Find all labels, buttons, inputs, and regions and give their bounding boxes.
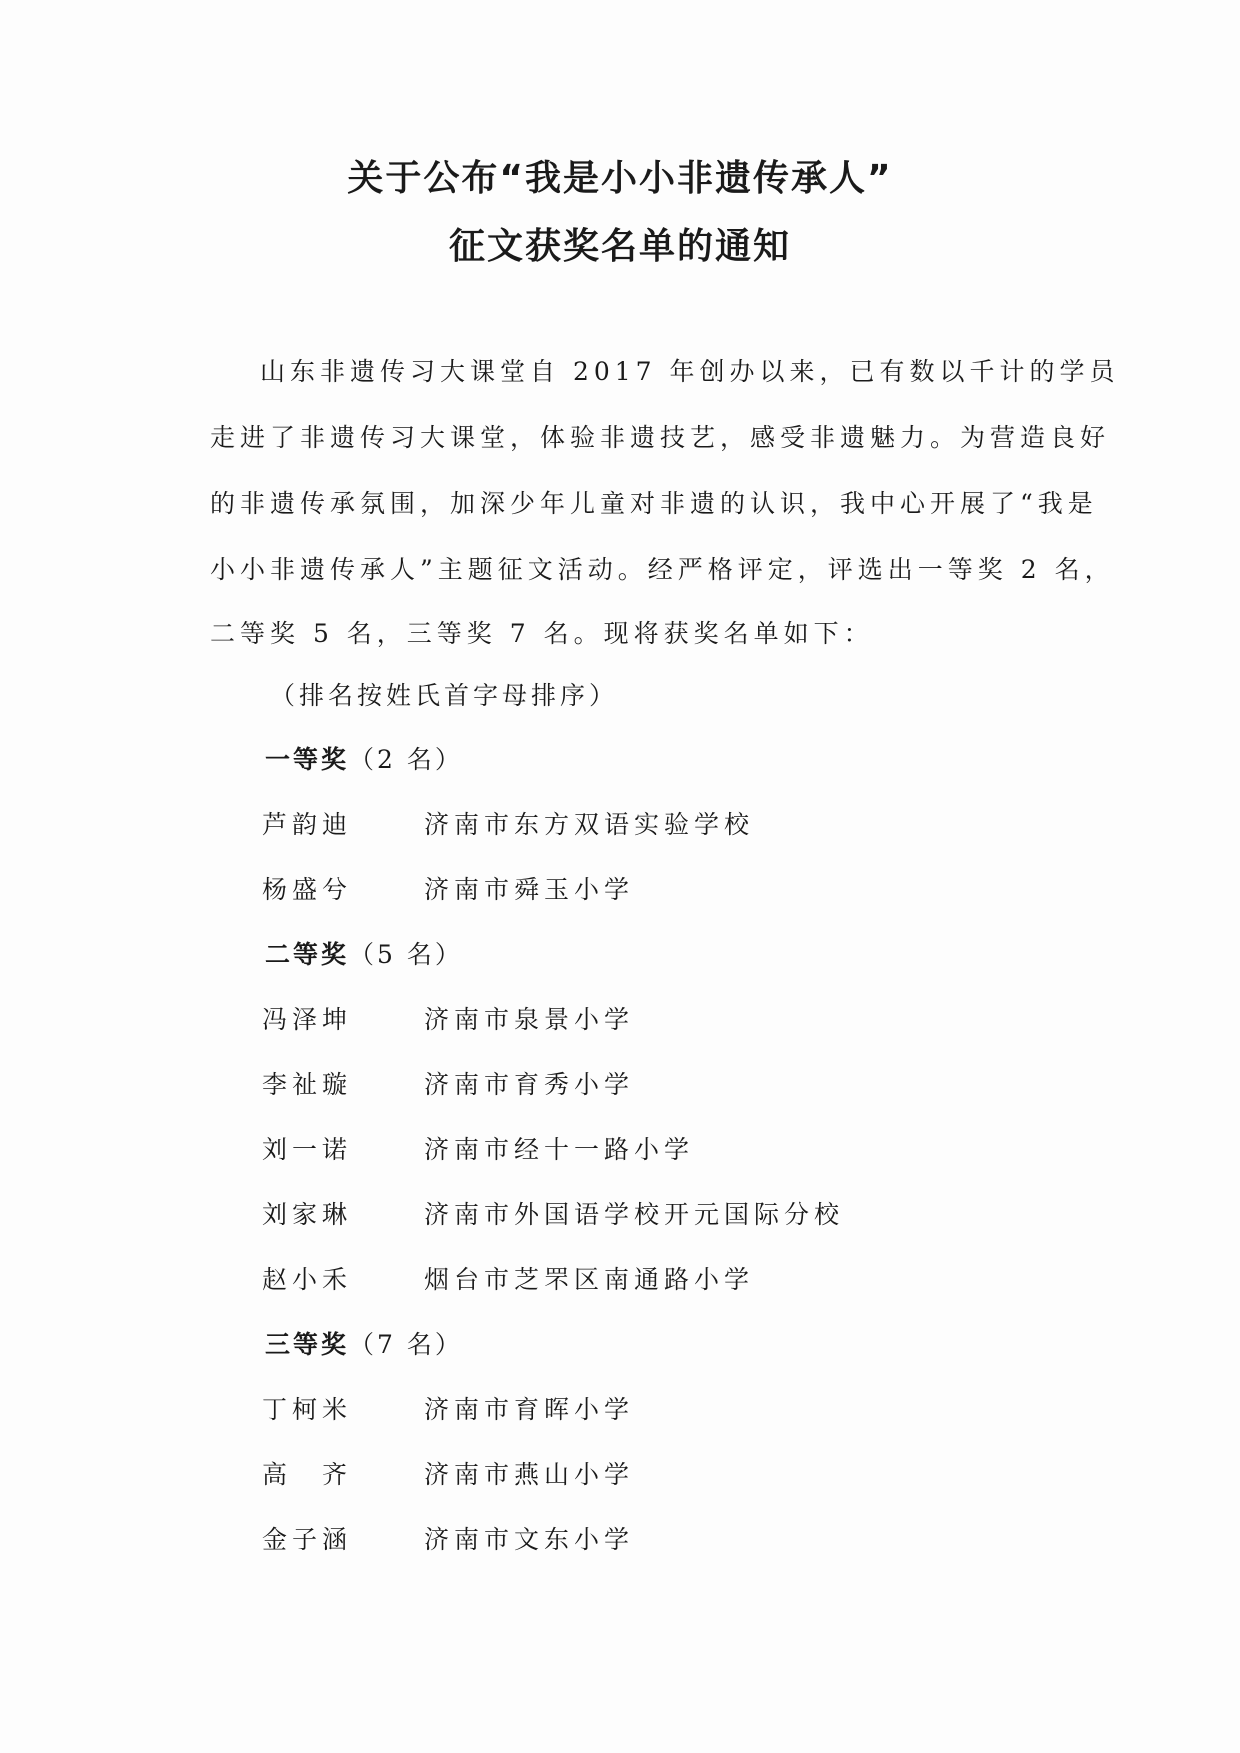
winner-row: [262, 805, 962, 841]
winner-name: 芦韵迪: [262, 810, 353, 839]
winner-school: 济南市经十一路小学: [424, 1135, 695, 1164]
winner-school: 济南市文东小学: [424, 1525, 635, 1554]
section-name: 一等奖: [265, 745, 350, 774]
winner-name: 赵小禾: [262, 1265, 353, 1294]
winner-name: 李祉璇: [262, 1070, 353, 1099]
winner-row: [262, 1455, 962, 1491]
winner-school: 济南市东方双语实验学校: [424, 810, 755, 839]
winner-school: 济南市育晖小学: [424, 1395, 635, 1424]
winner-row: [262, 1390, 962, 1426]
winner-name: 冯泽坤: [262, 1005, 353, 1034]
winner-school: 济南市燕山小学: [424, 1460, 635, 1489]
page-title-line-2: 征文获奖名单的通知: [448, 226, 791, 267]
winner-row: [262, 1130, 962, 1166]
intro-line-4: 小小非遗传承人”主题征文活动。经严格评定，评选出一等奖 2 名，: [210, 555, 1115, 584]
section-name: 三等奖: [265, 1330, 350, 1359]
winner-name: 刘家琳: [262, 1200, 353, 1229]
winner-school: 济南市外国语学校开元国际分校: [424, 1200, 845, 1229]
winner-row: [262, 870, 962, 906]
winner-school: 济南市舜玉小学: [424, 875, 635, 904]
section-heading-first-prize: [265, 740, 463, 776]
winner-row: [262, 1195, 962, 1231]
section-count: （2 名）: [349, 745, 463, 774]
winner-school: 烟台市芝罘区南通路小学: [424, 1265, 755, 1294]
intro-line-5: 二等奖 5 名，三等奖 7 名。现将获奖名单如下：: [210, 619, 874, 648]
winner-row: [262, 1260, 962, 1296]
winner-row: [262, 1065, 962, 1101]
section-count: （7 名）: [349, 1330, 463, 1359]
intro-line-1: 山东非遗传习大课堂自 2017 年创办以来，已有数以千计的学员: [260, 357, 1120, 386]
winner-row: [262, 1000, 962, 1036]
sort-note: （排名按姓氏首字母排序）: [270, 681, 619, 710]
section-name: 二等奖: [265, 940, 350, 969]
winner-name: 杨盛兮: [262, 875, 353, 904]
page-title-line-1: 关于公布“我是小小非遗传承人”: [347, 158, 893, 199]
section-count: （5 名）: [349, 940, 463, 969]
winner-row: [262, 1520, 962, 1556]
intro-line-2: 走进了非遗传习大课堂，体验非遗技艺，感受非遗魅力。为营造良好: [210, 423, 1111, 452]
winner-name: 刘一诺: [262, 1135, 353, 1164]
winner-name: 金子涵: [262, 1525, 353, 1554]
winner-name: 丁柯米: [262, 1395, 353, 1424]
winner-name: 高 齐: [262, 1460, 353, 1489]
section-heading-second-prize: [265, 935, 463, 971]
intro-line-3: 的非遗传承氛围，加深少年儿童对非遗的认识，我中心开展了“我是: [210, 489, 1098, 518]
section-heading-third-prize: [265, 1325, 463, 1361]
winner-school: 济南市泉景小学: [424, 1005, 635, 1034]
winner-school: 济南市育秀小学: [424, 1070, 635, 1099]
